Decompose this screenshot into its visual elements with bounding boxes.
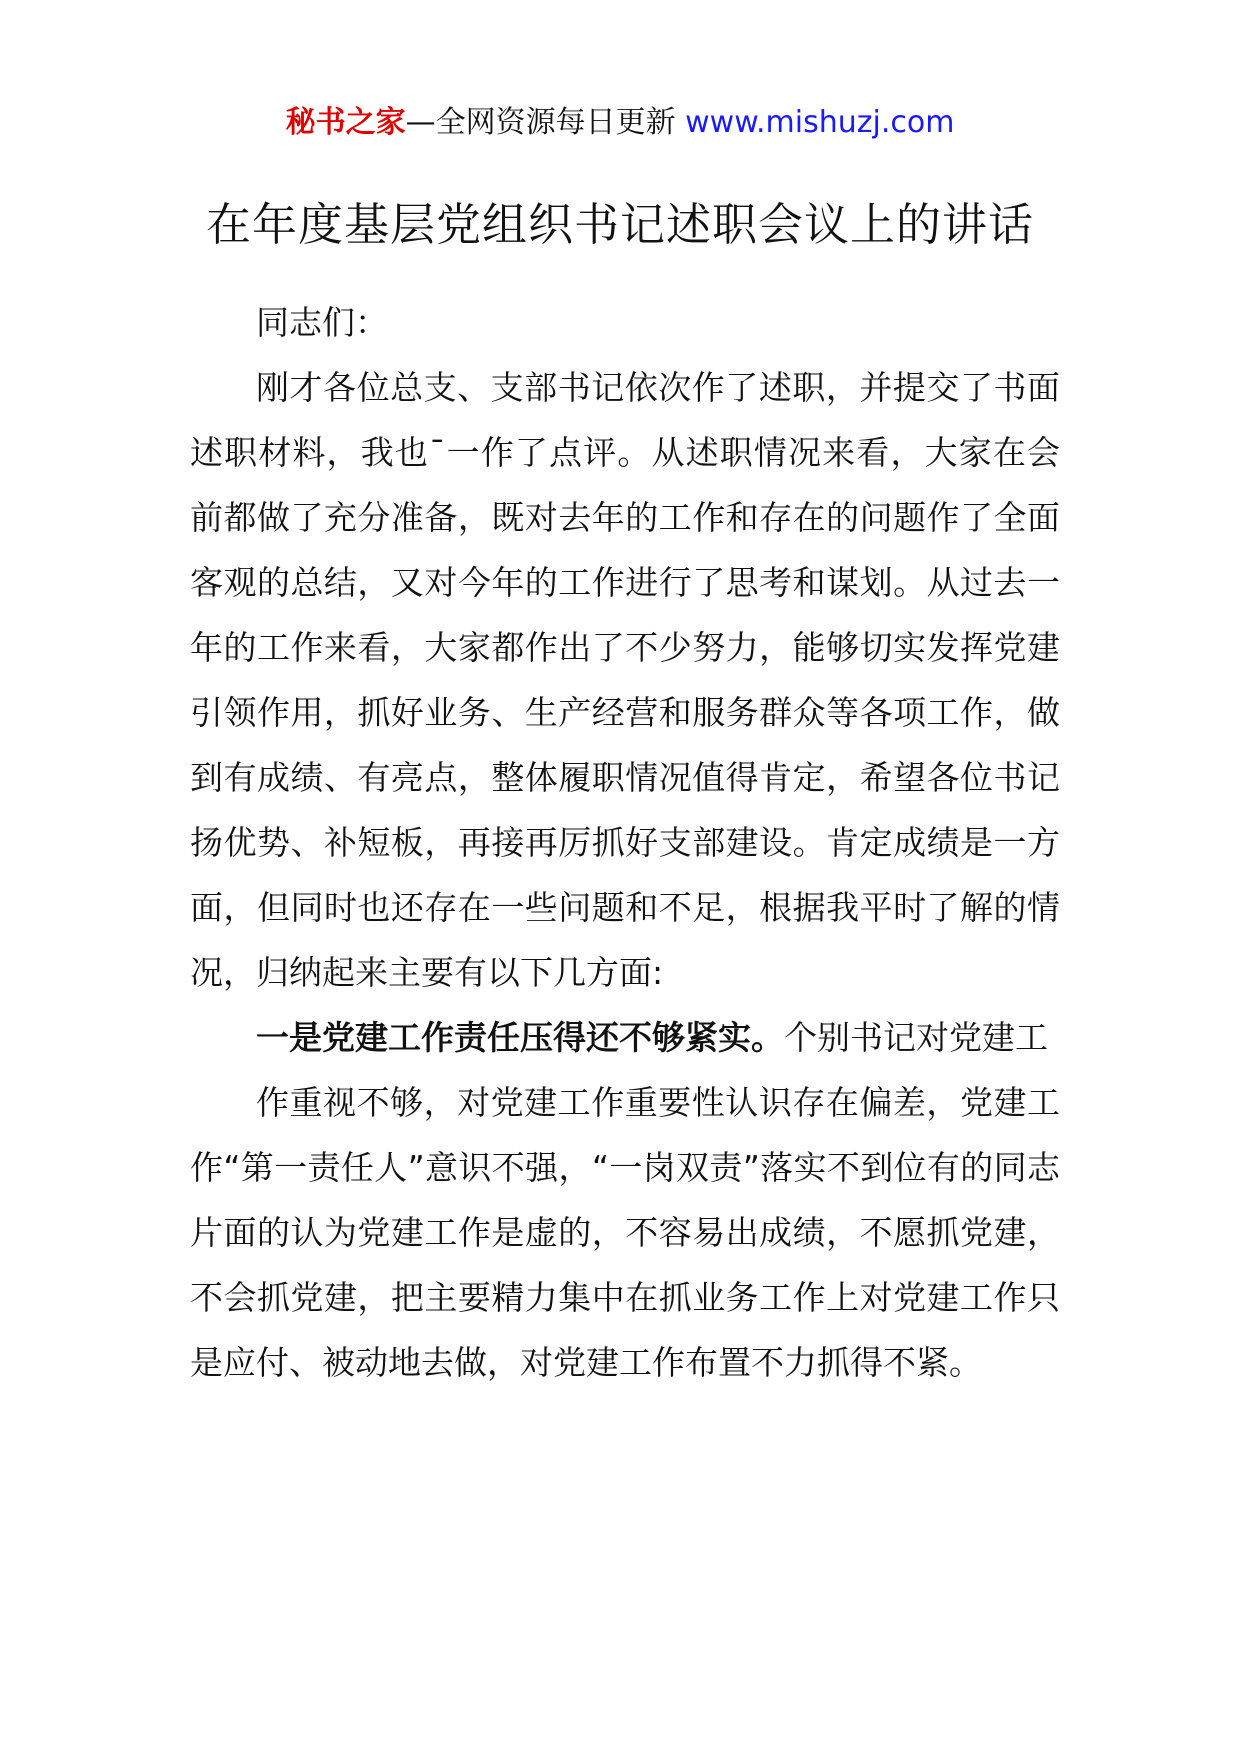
point-one-text: 个别书记对党建工 [784, 1018, 1048, 1057]
point-one-heading: 一是党建工作责任压得还不够紧实。 [256, 1018, 784, 1057]
site-header [0, 98, 1240, 148]
site-brand: 秘书之家 [285, 105, 406, 140]
paragraph-point-one-detail: 作重视不够，对党建工作重要性认识存在偏差，党建工作“第一责任人”意识不强，“一岗双责”落实不到位有的同志片面的认为党建工作是虚的，不容易出成绩，不愿抓党建，不会抓党建，把主要精力集中在抓业务工作上对党建工作只是应付、被动地去做，对党建工作布置不力抓得不紧。 [190, 1083, 1060, 1382]
site-tagline: —全网资源每日更新 [405, 105, 686, 140]
paragraph-intro: 刚才各位总支、支部书记依次作了述职，并提交了书面述职材料，我也¯一作了点评。从述职情况来看，大家在会前都做了充分准备，既对去年的工作和存在的问题作了全面客观的总结，又对今年的工作进行了思考和谋划。从过去一年的工作来看，大家都作出了不少努力，能够切实发挥党建引领作用，抓好业务、生产经营和服务群众等各项工作，做到有成绩、有亮点，整体履职情况值得肯定，希望各位书记扬优势、补短板，再接再厉抓好支部建设。肯定成绩是一方面，但同时也还存在一些问题和不足，根据我平时了解的情况，归纳起来主要有以下几方面: [190, 368, 1060, 992]
document-body [190, 290, 1060, 1395]
site-url[interactable]: www.mishuzj.com [685, 105, 955, 140]
salutation: 同志们： [256, 303, 388, 342]
document-title: 在年度基层党组织书记述职会议上的讲话 [205, 198, 1034, 251]
paragraph-point-one [190, 1005, 1060, 1070]
